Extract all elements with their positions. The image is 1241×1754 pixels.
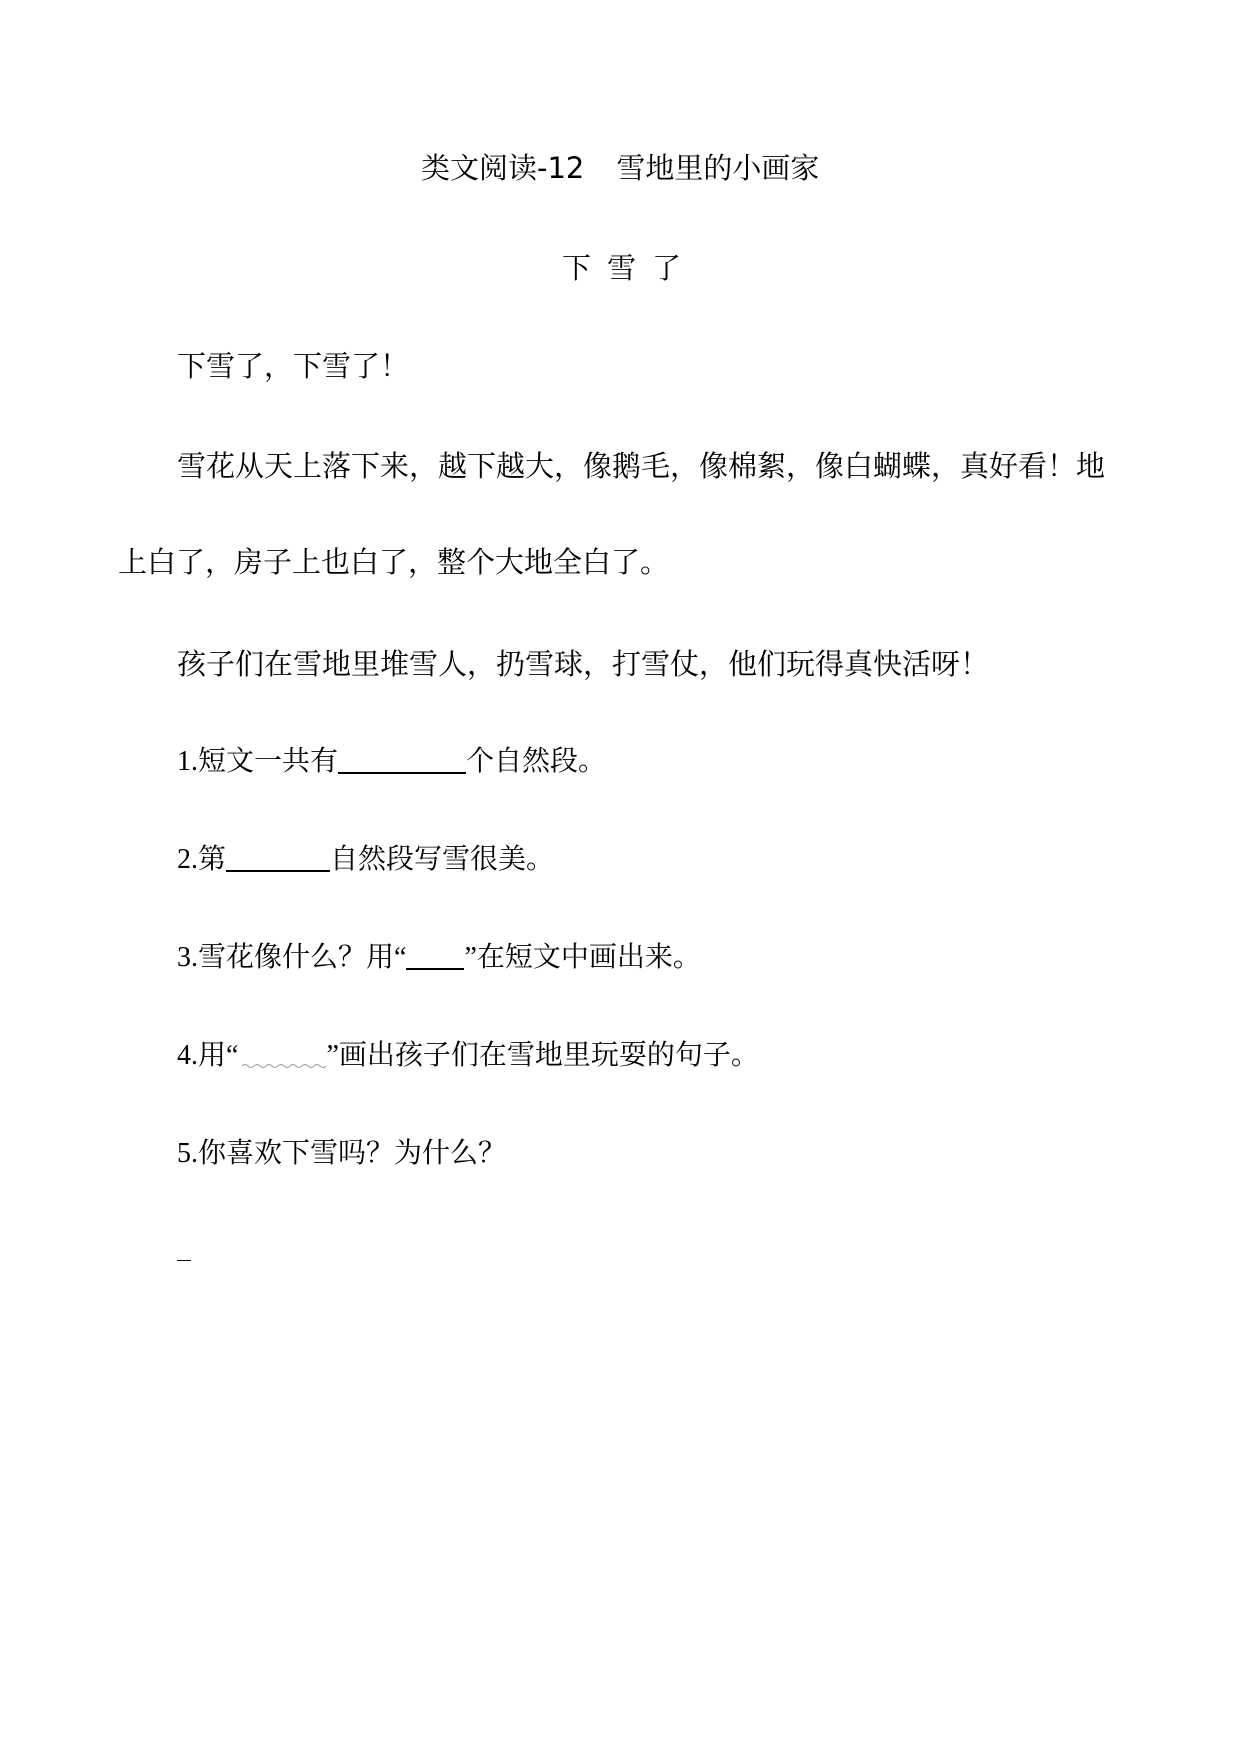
question-1-text-after: 个自然段。 — [466, 746, 607, 777]
question-5: 5.你喜欢下雪吗？为什么？ — [177, 1138, 507, 1169]
question-4-text-after: ”画出孩子们在雪地里玩耍的句子。 — [326, 1040, 759, 1071]
question-5-answer-line[interactable] — [177, 1238, 191, 1267]
question-1-answer-blank[interactable] — [338, 748, 466, 774]
document-title-suffix: 雪地里的小画家 — [616, 151, 820, 185]
passage-paragraph-1: 下雪了，下雪了！ — [177, 349, 410, 383]
passage-paragraph-2-line-2: 上白了，房子上也白了，整个大地全白了。 — [118, 545, 670, 579]
answer-underline — [177, 1238, 191, 1261]
wavy-underline-symbol — [238, 1046, 326, 1070]
question-3-text-before: 3.雪花像什么？用“ — [177, 942, 407, 973]
question-4 — [177, 1042, 759, 1070]
question-1-text-before: 1.短文一共有 — [177, 746, 339, 777]
passage-paragraph-2-line-1: 雪花从天上落下来，越下越大，像鹅毛，像棉絮，像白蝴蝶，真好看！地 — [177, 449, 1106, 483]
passage-paragraph-3: 孩子们在雪地里堆雪人，扔雪球，打雪仗，他们玩得真快活呀！ — [177, 647, 990, 681]
question-2-answer-blank[interactable] — [226, 846, 330, 872]
question-2-text-after: 自然段写雪很美。 — [330, 844, 555, 875]
question-2 — [177, 846, 554, 874]
question-3 — [177, 944, 701, 972]
story-title: 下雪了 — [562, 251, 698, 285]
document-title — [421, 151, 820, 185]
document-title-prefix: 类文阅读-12 — [421, 151, 585, 185]
question-2-text-before: 2.第 — [177, 844, 227, 875]
question-1 — [177, 748, 606, 776]
question-4-text-before: 4.用“ — [177, 1040, 239, 1071]
question-3-text-after: ”在短文中画出来。 — [464, 942, 701, 973]
straight-underline-symbol — [406, 944, 464, 970]
